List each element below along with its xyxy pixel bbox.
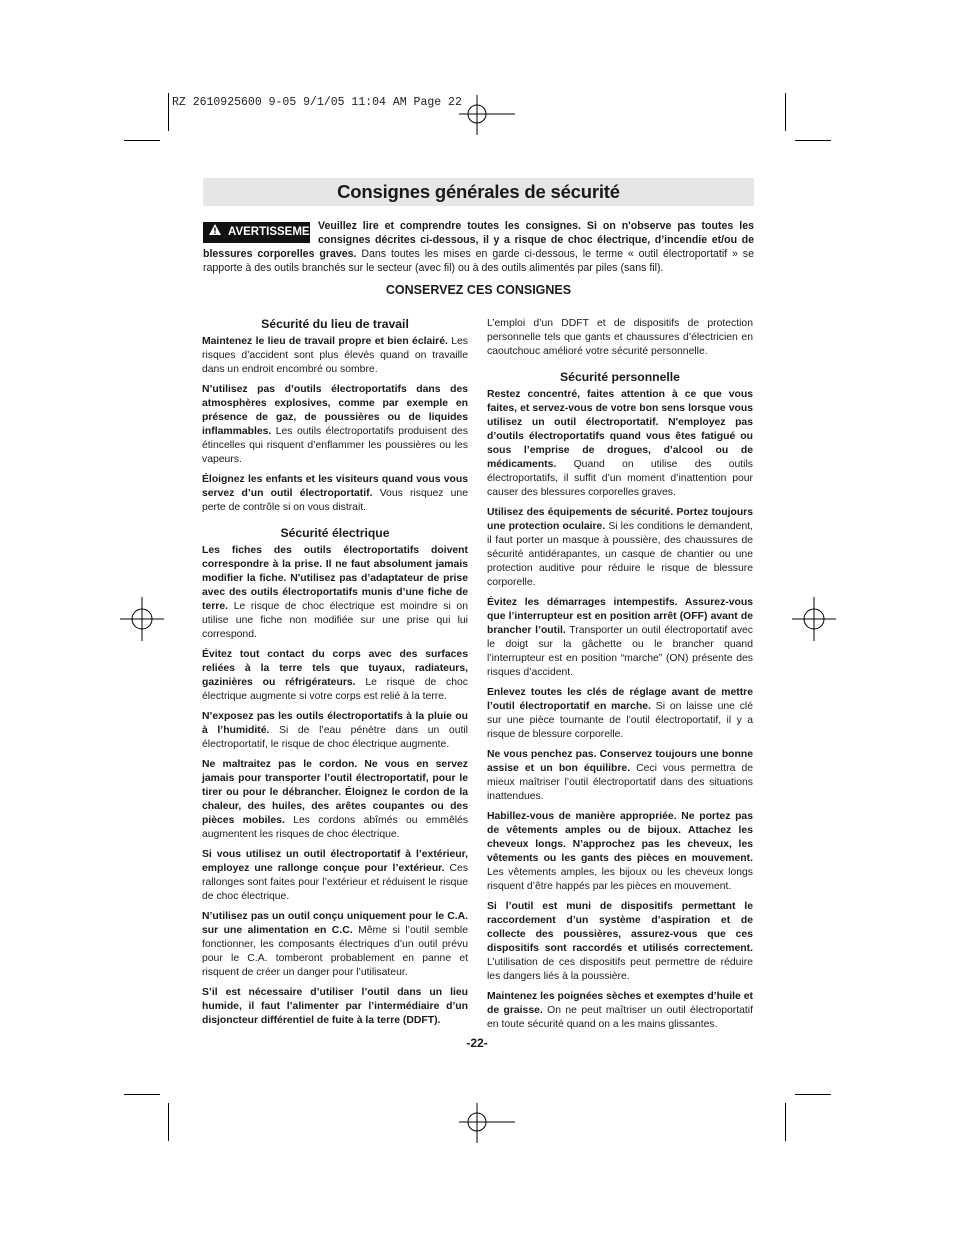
section-heading: Sécurité personnelle	[560, 370, 680, 384]
paragraph-lead: Si l’outil est muni de dispositifs permettant le raccordement d’un système d’aspiration et de collecte des poussières, assurez-vous que ces dispositifs sont raccordés et utilisés correctement.	[487, 901, 753, 954]
crop-mark	[795, 140, 831, 141]
paragraph	[487, 686, 753, 742]
page-number: -22-	[466, 1036, 488, 1050]
paragraph	[487, 388, 753, 500]
paragraph	[487, 810, 753, 894]
paragraph-lead: Les fiches des outils électroportatifs doivent correspondre à la prise. Il ne faut absolument jamais modifier la fiche. N'utilisez pas d’adaptateur de prise avec des outils électroportatifs munis d’une fiche de terre.	[202, 545, 468, 612]
paragraph-text: Les cordons abîmés ou emmêlés augmentent les risques de choc électrique.	[202, 815, 469, 840]
paragraph	[487, 900, 753, 984]
paragraph	[487, 506, 753, 590]
warning-bold-text: Veuillez lire et comprendre toutes les consignes. Si on n'observe pas toutes les consignes décrites ci-dessous, il y a risque de choc électrique, d’incendie et/ou de blessures corporelles graves.	[203, 220, 754, 260]
paragraph-text: Si les conditions le demandent, il faut porter un masque à poussière, des chaussures de sécurité antidérapantes, un casque de chantier ou une protection auditive pour réduire le risque de blessure corporelle.	[487, 521, 754, 588]
paragraph-text: Le risque de choc électrique est moindre si on utilise une fiche non modifiée sur une prise qui lui correspond.	[202, 601, 468, 640]
paragraph-lead: Évitez tout contact du corps avec des surfaces reliées à la terre tels que tuyaux, radiateurs, gazinières ou réfrigérateurs.	[202, 649, 468, 688]
paragraph-text: Le risque de choc électrique augmente si votre corps est relié à la terre.	[202, 677, 469, 702]
paragraph	[202, 473, 468, 515]
paragraph-lead: Habillez-vous de manière appropriée. Ne portez pas de vêtements amples ou de bijoux. Attachez les cheveux longs. N’approchez pas les cheveux, les vêtements ou les gants des pièces en mouvement.	[487, 811, 753, 864]
warning-intro	[203, 219, 754, 275]
paragraph-text: Les vêtements amples, les bijoux ou les cheveux longs risquent d’être happés par les pièces en mouvement.	[487, 867, 753, 892]
paragraph-lead: N’utilisez pas un outil conçu uniquement pour le C.A. sur une alimentation en C.C.	[202, 911, 468, 936]
paragraph-lead: Enlevez toutes les clés de réglage avant de mettre l’outil électroportatif en marche.	[487, 687, 753, 712]
paragraph	[487, 990, 753, 1032]
section-heading: Sécurité électrique	[280, 526, 390, 540]
crop-mark	[785, 1103, 786, 1141]
crop-mark	[168, 1103, 169, 1141]
crop-mark	[124, 1094, 160, 1095]
crop-mark	[795, 1094, 831, 1095]
paragraph-text: Vous risquez une perte de contrôle si on vous distrait.	[202, 488, 468, 513]
registration-mark-icon	[459, 95, 515, 135]
paragraph	[487, 317, 753, 359]
paragraph-lead: Ne vous penchez pas. Conservez toujours une bonne assise et un bon équilibre.	[487, 749, 753, 774]
paragraph	[202, 910, 468, 980]
paragraph	[202, 383, 468, 467]
paragraph-lead: Maintenez le lieu de travail propre et bien éclairé.	[202, 336, 448, 347]
paragraph-text: Transporter un outil électroportatif avec le doigt sur la gâchette ou le brancher quand l’interrupteur est en position “marche” (ON) présente des risques d’accident.	[487, 625, 753, 678]
right-column	[487, 317, 753, 1038]
warning-text: Dans toutes les mises en garde ci-dessous, le terme « outil électroportatif » se rapporte à des outils branchés sur le secteur (avec fil) ou à des outils alimentés par piles (sans fil).	[203, 248, 754, 274]
paragraph-lead: Restez concentré, faites attention à ce que vous faites, et servez-vous de votre bon sens lorsque vous utilisez un outil électroportatif. N'employez pas d’outils électroportatifs quand vous êtes fatigué ou sous l’emprise de drogues, d’alcool ou de médicaments.	[487, 389, 753, 470]
paragraph	[202, 758, 468, 842]
title-bar	[203, 178, 754, 206]
paragraph	[487, 748, 753, 804]
registration-mark-icon	[792, 597, 836, 641]
left-column	[202, 317, 468, 1034]
warning-triangle-icon	[209, 222, 221, 243]
section-heading: Sécurité du lieu de travail	[261, 317, 409, 331]
crop-mark	[785, 93, 786, 131]
paragraph-text: Ces rallonges sont faites pour l’extérieur et réduisent le risque de choc électrique.	[202, 863, 469, 902]
paragraph-text: Quand on utilise des outils électroportatifs, il suffit d’un moment d’inattention pour causer des blessures corporelles graves.	[487, 459, 753, 498]
paragraph-lead: Utilisez des équipements de sécurité. Portez toujours une protection oculaire.	[487, 507, 753, 532]
paragraph	[202, 544, 468, 642]
paragraph-text: Ceci vous permettra de mieux maîtriser l’outil électroportatif dans des situations inattendues.	[487, 763, 754, 802]
paragraph	[202, 710, 468, 752]
paragraph-text: Si de l’eau pénètre dans un outil électroportatif, le risque de choc électrique augmente.	[202, 725, 468, 750]
paragraph	[202, 848, 468, 904]
paragraph-lead: Si vous utilisez un outil électroportatif à l’extérieur, employez une rallonge conçue pour l’extérieur.	[202, 849, 468, 874]
paragraph-text: Les outils électroportatifs produisent des étincelles qui risquent d’enflammer les poussières ou les vapeurs.	[202, 426, 468, 465]
paragraph-text: Si on laisse une clé sur une pièce tournante de l’outil électroportatif, il y a risque de blessure corporelle.	[487, 701, 753, 740]
paragraph-lead: S’il est nécessaire d’utiliser l’outil dans un lieu humide, il faut l’alimenter par l’intermédiaire d’un disjoncteur différentiel de fuite à la terre (DDFT).	[202, 987, 468, 1026]
crop-mark	[168, 93, 169, 131]
paragraph-text: On ne peut maîtriser un outil électroportatif en toute sécurité quand on a les mains glissantes.	[487, 1005, 753, 1030]
page-title: Consignes générales de sécurité	[337, 181, 620, 202]
registration-mark-icon	[459, 1103, 515, 1143]
conserve-heading: CONSERVEZ CES CONSIGNES	[385, 283, 572, 297]
paragraph-text: Même si l’outil semble fonctionner, les composants électriques d’un outil prévu pour le C.A. tomberont probablement en panne et risquent de créer un danger pour l’utilisateur.	[202, 925, 468, 978]
crop-mark	[124, 140, 160, 141]
paragraph-text: Les risques d’accident sont plus élevés quand on travaille dans un endroit encombré ou sombre.	[202, 336, 468, 375]
paragraph	[202, 986, 468, 1028]
print-slug: RZ 2610925600 9-05 9/1/05 11:04 AM Page 22	[172, 96, 462, 109]
paragraph-lead: Éloignez les enfants et les visiteurs quand vous vous servez d’un outil électroportatif.	[202, 474, 468, 499]
warning-badge-label: AVERTISSEMENT	[228, 226, 325, 238]
paragraph	[202, 335, 468, 377]
registration-mark-icon	[120, 597, 164, 641]
paragraph-text: L’emploi d’un DDFT et de dispositifs de protection personnelle tels que gants et chaussures d’électricien en caoutchouc amélioré votre sécurité personnelle.	[487, 318, 753, 357]
paragraph-lead: Évitez les démarrages intempestifs. Assurez-vous que l’interrupteur est en position arrêt (OFF) avant de brancher l’outil.	[487, 597, 753, 636]
paragraph-lead: N’exposez pas les outils électroportatifs à la pluie ou à l’humidité.	[202, 711, 468, 736]
paragraph-lead: Ne maltraitez pas le cordon. Ne vous en servez jamais pour transporter l’outil électroportatif, pour le tirer ou pour le débrancher. Éloignez le cordon de la chaleur, des huiles, des arêtes coupantes ou des pièces mobiles.	[202, 759, 468, 826]
paragraph	[487, 596, 753, 680]
paragraph-text: L’utilisation de ces dispositifs peut permettre de réduire les dangers liés à la poussière.	[487, 957, 753, 982]
paragraph	[202, 648, 468, 704]
paragraph-lead: Maintenez les poignées sèches et exemptes d’huile et de graisse.	[487, 991, 753, 1016]
paragraph-lead: N’utilisez pas d’outils électroportatifs dans des atmosphères explosives, comme par exemple en présence de gaz, de poussières ou de liquides inflammables.	[202, 384, 468, 437]
warning-badge	[203, 222, 325, 243]
